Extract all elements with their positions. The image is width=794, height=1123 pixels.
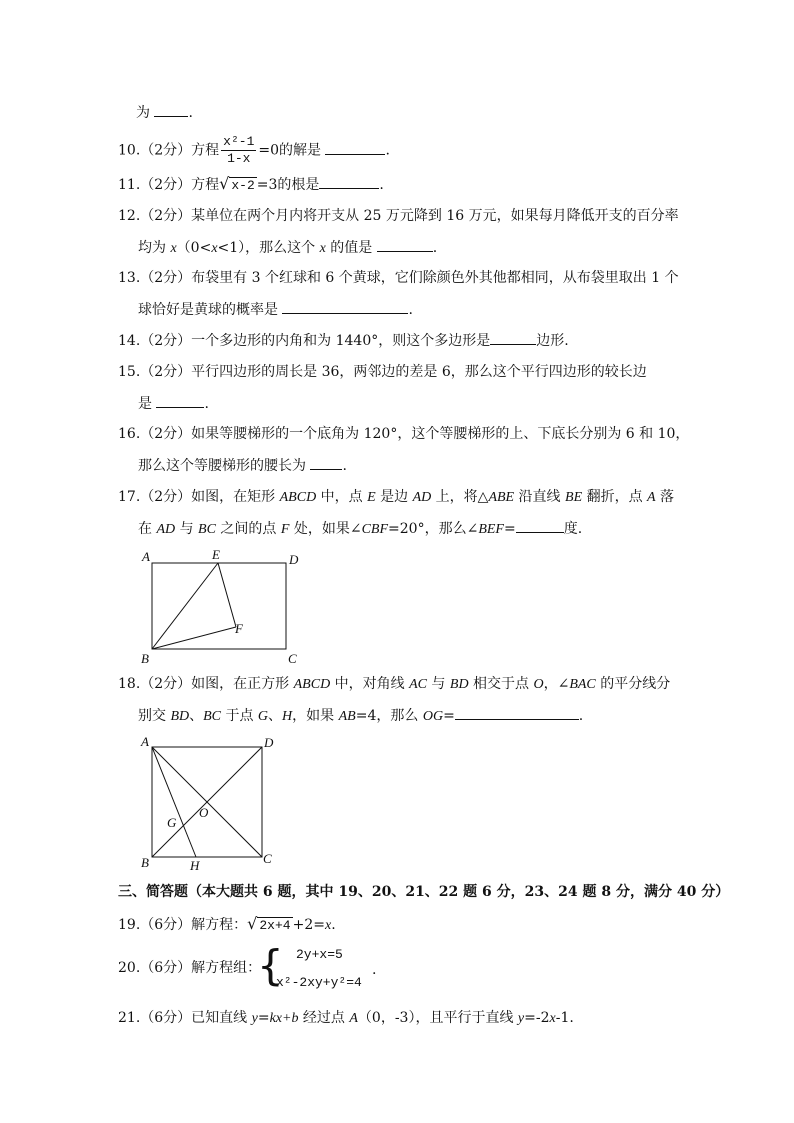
question-20-end: . — [372, 962, 377, 978]
question-13-line1: 13.（2分）布袋里有 3 个红球和 6 个黄球，它们除颜色外其他都相同，从布袋里取出 1 个 — [118, 270, 679, 286]
label-e: E — [212, 547, 220, 562]
question-12-line2: 均为 x（0<x<1），那么这个 x 的值是 . — [138, 237, 437, 259]
label-g: G — [167, 815, 177, 830]
question-10: 10.（2分）方程 $\frac{\text{x²-1}}{1-x}$ =0的解是 . — [118, 134, 390, 166]
question-15-line1: 15.（2分）平行四边形的周长是 36，两邻边的差是 6，那么这个平行四边形的较长边 — [118, 364, 647, 380]
question-17-line2: 在 AD 与 BC 之间的点 F 处，如果∠CBF=20°，那么∠BEF= 度. — [138, 518, 582, 540]
question-18-line2: 别交 BD、BC 于点 G、H，如果 AB=4，那么 OG= . — [138, 705, 583, 727]
q9-tail: 为 . — [136, 102, 193, 123]
question-15-line2: 是 . — [138, 393, 209, 414]
question-21: 21.（6分）已知直线 y=kx+b 经过点 A（0，-3），且平行于直线 y=-2x-1. — [118, 1010, 574, 1026]
fraction: $\frac{\text{x²-1}}{1-x}$ — [223, 134, 255, 166]
rectangle-abcd — [152, 563, 286, 649]
question-20: 20.（6分）解方程组： — [118, 960, 262, 976]
label-d: D — [264, 735, 274, 750]
question-11: 11.（2分）方程√ x-2 =3的根是 . — [118, 174, 384, 193]
question-13-line2: 球恰好是黄球的概率是 . — [138, 299, 413, 320]
segment-ef — [218, 563, 236, 627]
label-c: C — [288, 651, 297, 666]
equation-2: x²-2xy+y²=4 — [276, 975, 362, 990]
label-h: H — [190, 858, 200, 873]
question-14: 14.（2分）一个多边形的内角和为 1440°，则这个多边形是 边形. — [118, 330, 569, 351]
label-b: B — [141, 855, 149, 870]
segment-bf — [152, 627, 236, 649]
label-a: A — [141, 734, 149, 749]
equation-1: 2y+x=5 — [296, 947, 343, 962]
question-16-line1: 16.（2分）如果等腰梯形的一个底角为 120°，这个等腰梯形的上、下底长分别为 6 和 10， — [118, 426, 690, 442]
sqrt-icon: √ — [219, 174, 230, 193]
label-c: C — [263, 851, 272, 866]
question-16-line2: 那么这个等腰梯形的腰长为 . — [138, 455, 347, 476]
label-a: A — [142, 549, 150, 564]
rectangle-figure — [136, 545, 306, 670]
answer-blank[interactable] — [455, 705, 579, 720]
question-18-line1: 18.（2分）如图，在正方形 ABCD 中，对角线 AC 与 BD 相交于点 O，∠BAC 的平分线分 — [118, 676, 671, 692]
bisector-ah — [152, 747, 196, 857]
answer-blank[interactable] — [282, 299, 408, 314]
answer-blank[interactable] — [310, 455, 342, 470]
label-o: O — [199, 805, 209, 820]
segment-be — [152, 563, 218, 649]
answer-blank[interactable] — [490, 330, 536, 345]
label-b: B — [141, 651, 149, 666]
question-17-line1: 17.（2分）如图，在矩形 ABCD 中，点 E 是边 AD 上，将△ABE 沿直线 BE 翻折，点 A 落 — [118, 489, 675, 505]
square-figure — [136, 733, 286, 873]
section-title: 三、简答题（本大题共 6 题，其中 19、20、21、22 题 6 分，23、24 题 8 分，满分 40 分） — [118, 884, 730, 900]
answer-blank[interactable] — [377, 237, 433, 252]
sqrt-icon: √ — [247, 914, 258, 933]
answer-blank[interactable] — [325, 140, 385, 155]
question-12-line1: 12.（2分）某单位在两个月内将开支从 25 万元降到 16 万元，如果每月降低开支的百分率 — [118, 208, 679, 224]
question-19: 19.（6分）解方程：√ 2x+4 +2=x. — [118, 914, 336, 933]
answer-blank[interactable] — [319, 174, 379, 189]
label-f: F — [235, 621, 243, 636]
answer-blank[interactable] — [516, 518, 564, 533]
label-d: D — [289, 552, 299, 567]
answer-blank[interactable] — [154, 102, 188, 117]
brace-icon: { — [257, 941, 284, 990]
answer-blank[interactable] — [156, 393, 204, 408]
